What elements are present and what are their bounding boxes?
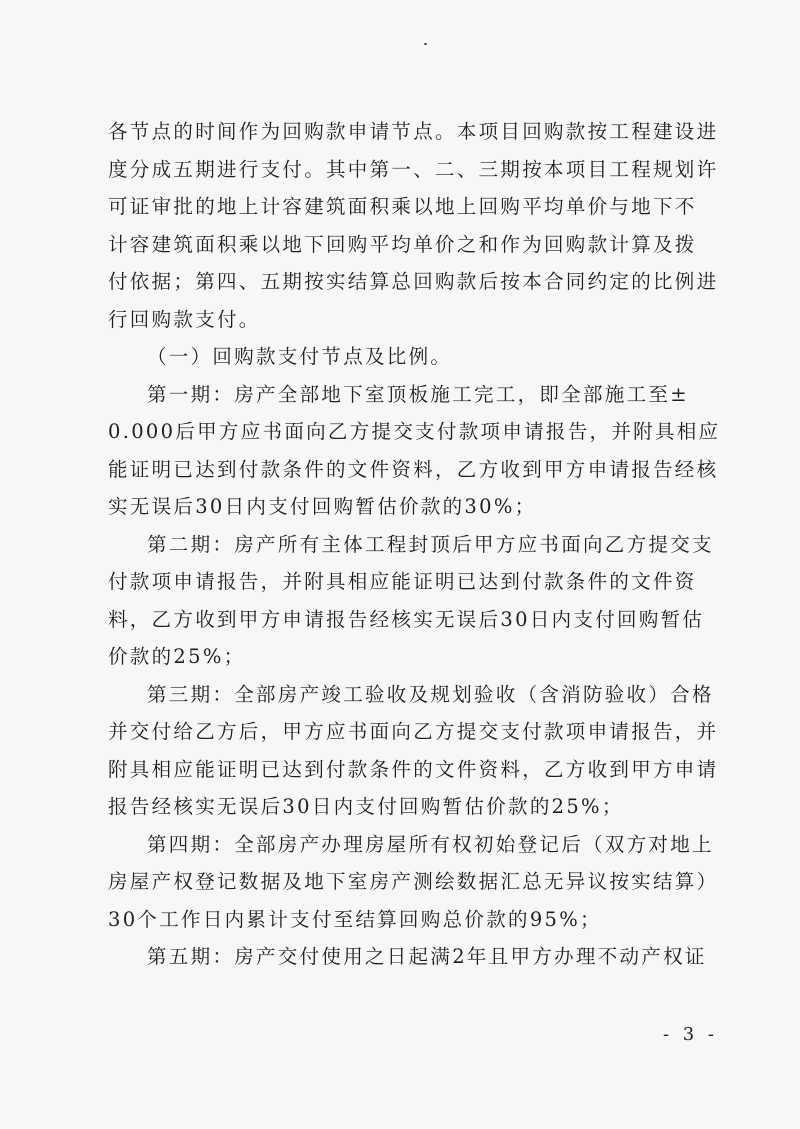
- text-line: 第五期：房产交付使用之日起满2年且甲方办理不动产权证: [147, 945, 707, 968]
- text-line: 第三期：全部房产竣工验收及规划验收（含消防验收）合格: [147, 682, 714, 706]
- text-line: 各节点的时间作为回购款申请节点。本项目回购款按工程建设进: [108, 120, 719, 143]
- text-line: 料，乙方收到甲方申请报告经核实无误后30日内支付回购暂估: [108, 607, 705, 631]
- text-line: 行回购款支付。: [108, 307, 261, 331]
- text-line: 0.000后甲方应书面向乙方提交支付款项申请报告，并附具相应: [108, 420, 721, 443]
- text-line: 附具相应能证明已达到付款条件的文件资料，乙方收到甲方申请: [108, 757, 719, 781]
- text-line: 房屋产权登记数据及地下室房产测绘数据汇总无异议按实结算）: [108, 870, 719, 893]
- text-line: 计容建筑面积乘以地下回购平均单价之和作为回购款计算及拨: [108, 232, 697, 256]
- text-line: 度分成五期进行支付。其中第一、二、三期按本项目工程规划许: [108, 157, 719, 181]
- text-line: 并交付给乙方后，甲方应书面向乙方提交支付款项申请报告，并: [108, 720, 719, 743]
- text-line: 报告经核实无误后30日内支付回购暂估价款的25%；: [108, 795, 624, 818]
- page-number: - 3 -: [662, 1024, 718, 1045]
- text-line: 第四期：全部房产办理房屋所有权初始登记后（双方对地上: [147, 832, 714, 856]
- text-line: 可证审批的地上计容建筑面积乘以地上回购平均单价与地下不: [108, 195, 697, 218]
- section-heading: （一）回购款支付节点及比例。: [147, 345, 453, 368]
- body-text: [108, 113, 732, 976]
- text-line: 第一期：房产全部地下室顶板施工完工，即全部施工至±: [147, 382, 689, 406]
- text-line: 付款项申请报告，并附具相应能证明已达到付款条件的文件资: [108, 570, 697, 593]
- text-line: 30个工作日内累计支付至结算回购总价款的95%；: [108, 907, 602, 931]
- scan-speck: [424, 43, 427, 45]
- text-line: 能证明已达到付款条件的文件资料，乙方收到甲方申请报告经核: [108, 457, 719, 481]
- text-line: 价款的25%；: [108, 645, 246, 668]
- text-line: 第二期：房产所有主体工程封顶后甲方应书面向乙方提交支: [147, 532, 714, 556]
- text-line: 付依据；第四、五期按实结算总回购款后按本合同约定的比例进: [108, 270, 719, 293]
- text-line: 实无误后30日内支付回购暂估价款的30%；: [108, 495, 537, 518]
